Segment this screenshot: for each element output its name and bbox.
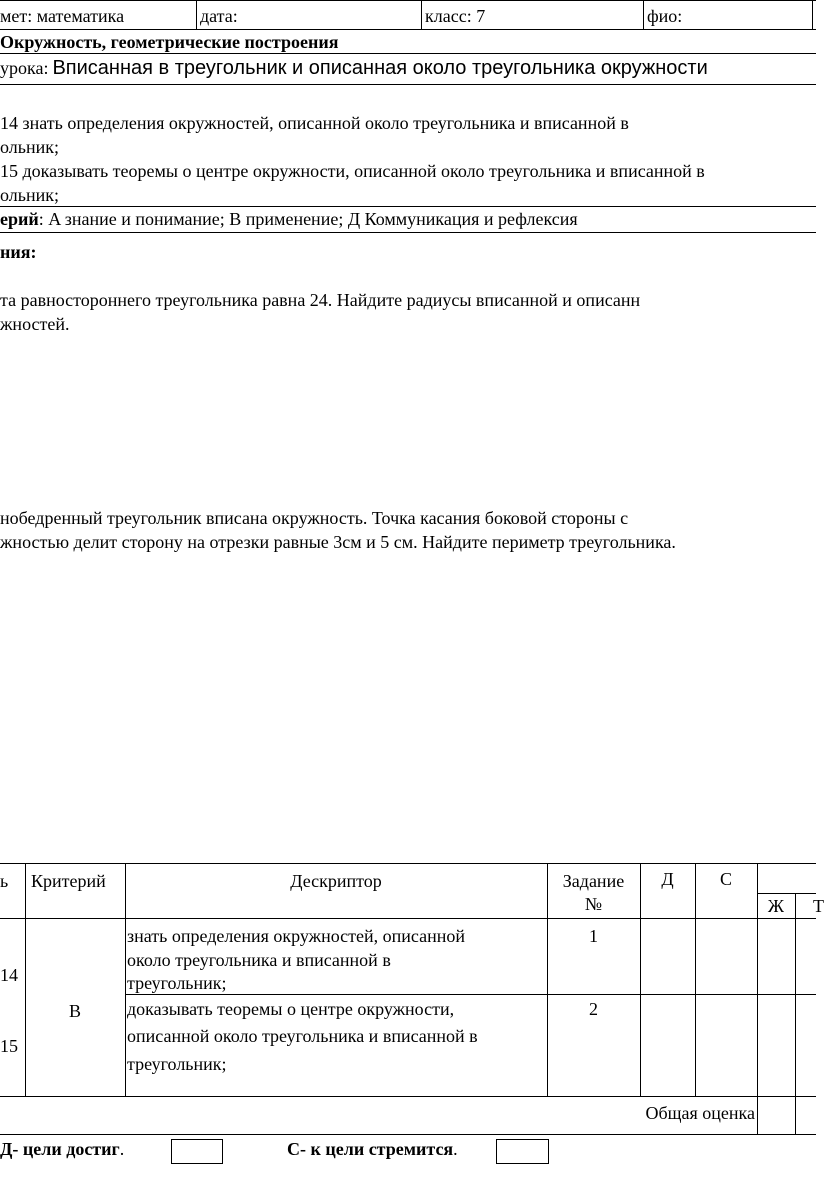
- table-col-divider-d: [695, 863, 696, 1096]
- header-col-divider-3: [643, 0, 644, 29]
- th-descriptor: Дескриптор: [290, 871, 382, 891]
- lesson-title: Вписанная в треугольник и описанная около треугольника окружности: [52, 57, 708, 79]
- legend-achieved-label: Д- цели достиг: [0, 1139, 120, 1159]
- table-col-divider-criterion: [125, 863, 126, 1096]
- achieved-checkbox[interactable]: [171, 1139, 223, 1164]
- criterion-cell: B: [68, 1001, 81, 1021]
- lesson-divider: [0, 84, 816, 85]
- table-bottom-border: [0, 1134, 816, 1135]
- table-header-bottom-border: [0, 918, 816, 919]
- row-1-goal: 14: [0, 965, 18, 985]
- th-task-line-2: №: [584, 894, 603, 914]
- task-1-line-2: жностей.: [0, 314, 70, 334]
- table-col-divider-goal: [25, 863, 26, 1096]
- header-col-divider-4: [812, 0, 813, 29]
- date-label: дата:: [200, 6, 238, 26]
- task-1-line-1: та равностороннего треугольника равна 24. Найдите радиусы вписанной и описанн: [0, 290, 641, 310]
- th-last: Т: [813, 896, 824, 916]
- th-zh: Ж: [767, 896, 785, 916]
- total-label: Общая оценка: [645, 1103, 755, 1123]
- th-task-line-1: Задание: [562, 871, 625, 891]
- row-1-descriptor-line-1: знать определения окружностей, описанной: [127, 926, 466, 946]
- striving-checkbox[interactable]: [496, 1139, 549, 1164]
- lesson-prefix: урока:: [0, 58, 49, 78]
- lesson-title-line: [0, 57, 708, 80]
- legend-striving: [287, 1138, 458, 1160]
- row-1-descriptor-line-3: треугольник;: [127, 973, 227, 993]
- header-top-border: [0, 0, 816, 1]
- objective-1-line-2: ольник;: [0, 137, 59, 157]
- th-goal: ь: [0, 871, 9, 891]
- legend-striving-punct: .: [453, 1139, 458, 1159]
- objective-2-line-1: 15 доказывать теоремы о центре окружности, описанной около треугольника и вписанной в: [0, 161, 705, 181]
- class-label: класс: 7: [425, 6, 486, 26]
- row-2-goal: 15: [0, 1036, 18, 1056]
- assessment-criteria: [0, 208, 578, 230]
- row-1-descriptor-line-2: около треугольника и вписанной в: [127, 950, 391, 970]
- header-col-divider-2: [421, 0, 422, 29]
- topic-divider: [0, 53, 816, 54]
- task-2-line-1: нобедренный треугольник вписана окружность. Точка касания боковой стороны с: [0, 508, 629, 528]
- row-2-descriptor-line-2: описанной около треугольника и вписанной в: [127, 1026, 478, 1046]
- criteria-bottom-border: [0, 232, 816, 233]
- table-row-divider: [125, 994, 816, 995]
- legend-achieved-punct: .: [119, 1139, 125, 1159]
- header-col-divider-1: [196, 0, 197, 29]
- row-2-task: 2: [589, 999, 598, 1019]
- objective-2-line-2: ольник;: [0, 185, 59, 205]
- criteria-text: : A знание и понимание; B применение; Д Коммуникация и рефлексия: [38, 209, 578, 229]
- objective-1-line-1: 14 знать определения окружностей, описанной около треугольника и вписанной в: [0, 113, 629, 133]
- table-subheader-divider: [757, 893, 816, 894]
- criteria-top-border: [0, 206, 816, 207]
- table-body-bottom-border: [0, 1096, 816, 1097]
- row-1-task: 1: [589, 926, 598, 946]
- subject-label: мет: математика: [0, 6, 125, 26]
- task-2-line-2: жностью делит сторону на отрезки равные 3см и 5 см. Найдите периметр треугольника.: [0, 532, 676, 552]
- th-criterion: Критерий: [31, 871, 106, 891]
- header-row-divider: [0, 29, 816, 30]
- th-c: С: [719, 869, 732, 889]
- table-col-divider-task: [640, 863, 641, 1096]
- legend-striving-label: С- к цели стремится: [287, 1139, 454, 1159]
- topic-title: Окружность, геометрические построения: [0, 32, 339, 52]
- tasks-heading: ния:: [0, 242, 37, 262]
- name-label: фио:: [647, 6, 683, 26]
- legend-achieved: [0, 1138, 124, 1160]
- row-2-descriptor-line-3: треугольник;: [127, 1054, 227, 1074]
- row-2-descriptor-line-1: доказывать теоремы о центре окружности,: [127, 999, 455, 1019]
- th-d: Д: [661, 869, 674, 889]
- table-top-border: [0, 863, 816, 864]
- criteria-label: ерий: [0, 209, 39, 229]
- table-col-divider-zh: [795, 893, 796, 1134]
